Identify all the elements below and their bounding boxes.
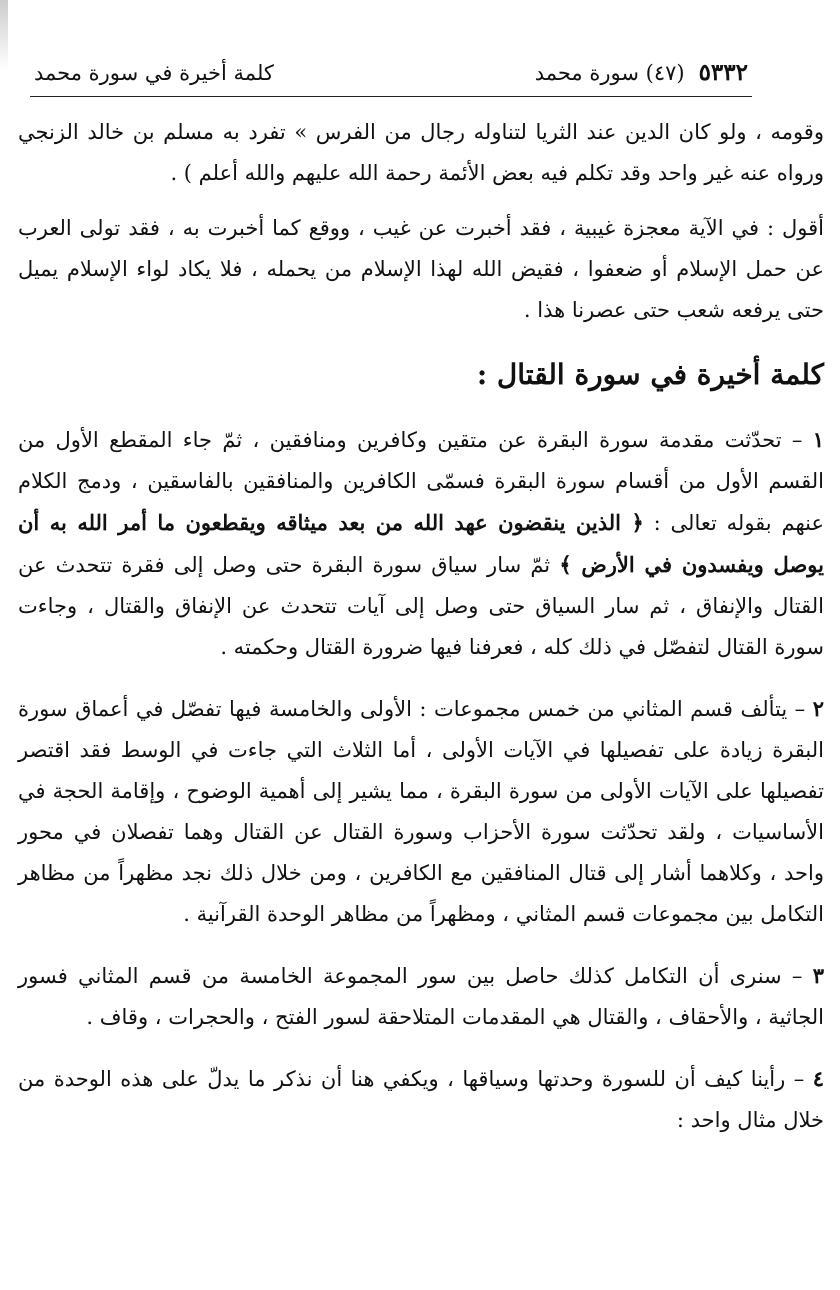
header-rule: [30, 96, 752, 97]
item-text: – يتألف قسم المثاني من خمس مجموعات : الأولى والخامسة فيها تفصّل في أعماق سورة البقرة زيادة على تفصيلها في الآيات الأولى ، أما الثلاث التي جاءت في الوسط فقد اقتصر تفصيلها على الآيات الأولى من سورة البقرة ، مما يشير إلى أهمية الوضوح ، وإقامة الحجة في الأساسيات ، ولقد تحدّثت سورة الأحزاب وسورة القتال عن القتال وهما تفصلان في محور واحد ، وكلاهما أشار إلى قتال المنافقين مع الكافرين ، ومن خلال ذلك نجد مظهراً من مظاهر التكامل بين مجموعات قسم المثاني ، ومظهراً من مظاهر الوحدة القرآنية .: [18, 697, 824, 926]
numbered-paragraph-4: [18, 1058, 824, 1141]
item-number: ١: [812, 427, 824, 452]
running-header: [34, 52, 748, 88]
page-number: ٥٣٣٢: [698, 59, 748, 86]
scan-edge-mark: [0, 0, 8, 70]
section-heading: كلمة أخيرة في سورة القتال :: [476, 358, 824, 391]
surah-label: (٤٧) سورة محمد: [534, 61, 685, 85]
item-text: ثمّ سار سياق سورة البقرة حتى وصل إلى فقرة تتحدث عن القتال والإنفاق ، ثم سار السياق حتى وصل إلى آيات تتحدث عن الإنفاق والقتال ، وجاءت سورة القتال لتفصّل في ذلك كله ، فعرفنا فيها ضرورة القتال وحكمته .: [18, 553, 824, 659]
item-number: ٢: [812, 696, 824, 721]
commentary-paragraph: أقول : في الآية معجزة غيبية ، فقد أخبرت عن غيب ، ووقع كما أخبرت به ، فقد تولى العرب عن حمل الإسلام أو ضعفوا ، فقيض الله لهذا الإسلام من يحمله ، فلا يكاد لواء الإسلام يميل حتى يرفعه شعب حتى عصرنا هذا .: [18, 216, 824, 322]
numbered-paragraph-3: [18, 955, 824, 1038]
item-number: ٣: [812, 963, 824, 988]
header-right: [535, 58, 748, 88]
page-body: [18, 112, 824, 1161]
continued-paragraph: وقومه ، ولو كان الدين عند الثريا لتناوله رجال من الفرس » تفرد به مسلم بن خالد الزنجي ورواه عنه غير واحد وقد تكلم فيه بعض الأئمة رحمة الله عليهم والله أعلم ) .: [18, 120, 824, 185]
numbered-paragraph-1: [18, 419, 824, 668]
numbered-paragraph-2: [18, 688, 824, 935]
item-text: – رأينا كيف أن للسورة وحدتها وسياقها ، ويكفي هنا أن نذكر ما يدلّ على هذه الوحدة من خلال مثال واحد :: [18, 1067, 824, 1132]
quran-quote: ﴿ الذين ينقضون عهد الله من بعد ميثاقه ويقطعون ما أمر الله به أن يوصل ويفسدون في الأرض ﴾: [18, 510, 824, 577]
item-number: ٤: [812, 1066, 824, 1091]
item-text: – سنرى أن التكامل كذلك حاصل بين سور المجموعة الخامسة من قسم المثاني فسور الجاثية ، والأحقاف ، والقتال هي المقدمات المتلاحقة لسور الفتح ، والحجرات ، وقاف .: [18, 964, 824, 1029]
section-label: كلمة أخيرة في سورة محمد: [34, 61, 274, 85]
item-text: – تحدّثت مقدمة سورة البقرة عن متقين وكافرين ومنافقين ، ثمّ جاء المقطع الأول من القسم الأول من أقسام سورة البقرة فسمّى الكافرين والمنافقين بالفاسقين ، ودمج الكلام عنهم بقوله تعالى :: [18, 428, 824, 535]
